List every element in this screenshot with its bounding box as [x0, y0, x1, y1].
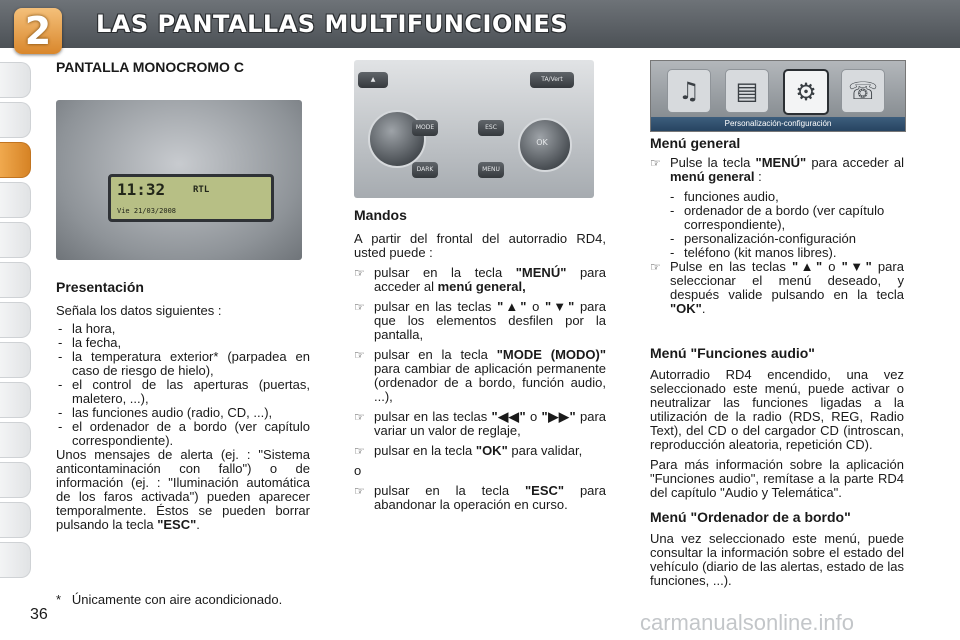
menu-key-label: "MENÚ"	[515, 265, 567, 280]
list-item: ☞ pulsar en la tecla "ESC" para abandonar la operación en curso.	[354, 483, 606, 512]
chapter-title: LAS PANTALLAS MULTIFUNCIONES	[96, 10, 569, 38]
menu-screen-photo	[650, 60, 906, 132]
list-item: - el control de las aperturas (puertas, maletero, ...),	[56, 378, 310, 406]
pointing-hand-icon: ☞	[650, 156, 661, 170]
chapter-tab[interactable]	[0, 542, 31, 578]
column-mandos	[354, 60, 606, 512]
eject-icon: ▲	[358, 72, 388, 88]
list-item: ☞ Pulse la tecla "MENÚ" para acceder al menú general :	[650, 155, 904, 184]
up-key-label: "▲"	[791, 259, 823, 274]
chapter-tab[interactable]	[0, 62, 31, 98]
esc-button: ESC	[478, 120, 504, 136]
menu-strip-label: Personalización-configuración	[651, 117, 905, 131]
menu-general-sublist	[668, 190, 904, 260]
dark-button: DARK	[412, 162, 438, 178]
chapter-tab[interactable]	[0, 222, 31, 258]
phone-icon: ☏	[841, 69, 885, 113]
display-station: RTL	[193, 185, 210, 195]
pointing-hand-icon: ☞	[354, 266, 365, 280]
ordenador-menu-paragraph: Una vez seleccionado este menú, puede consultar la información sobre el estado del vehículo (diario de las alertas, estado de las funciones, ...).	[650, 531, 904, 588]
rewind-key-label: "◀◀"	[491, 409, 526, 424]
list-item: ☞ Pulse en las teclas "▲" o "▼" para seleccionar el menú deseado, y después valide pulsando en la tecla "OK".	[650, 259, 904, 316]
esc-key-label: "ESC"	[525, 483, 565, 498]
presentacion-intro: Señala los datos siguientes :	[56, 303, 222, 318]
column-menus	[650, 60, 904, 588]
list-item: ☞ pulsar en la tecla "MENÚ" para acceder al menú general,	[354, 265, 606, 294]
pointing-hand-icon: ☞	[354, 348, 365, 362]
column-monocromo	[56, 60, 310, 532]
audio-functions-icon: ♫	[667, 69, 711, 113]
monochrome-display	[108, 174, 274, 222]
pointing-hand-icon: ☞	[354, 410, 365, 424]
radio-front-photo	[354, 60, 594, 198]
audio-menu-reference: Para más información sobre la aplicación "Funciones audio", remítase a la parte RD4 del capítulo "Audio y Telemática".	[650, 457, 904, 500]
chapter-tab[interactable]	[0, 422, 31, 458]
chapter-number-badge: 2	[14, 8, 62, 54]
footnote	[56, 592, 282, 607]
list-item: ☞ pulsar en la tecla "OK" para validar,	[354, 443, 583, 458]
list-item: - el ordenador de a bordo (ver capítulo correspondiente).	[56, 420, 310, 448]
mode-button: MODE	[412, 120, 438, 136]
menu-general-list-2	[650, 260, 904, 316]
footnote-star: *	[56, 592, 62, 607]
chapter-tab[interactable]	[0, 102, 31, 138]
page-header	[0, 0, 960, 48]
pointing-hand-icon: ☞	[354, 444, 365, 458]
footnote-text: Únicamente con aire acondicionado.	[71, 592, 283, 607]
list-item: ☞ pulsar en las teclas "◀◀" o "▶▶" para variar un valor de reglaje,	[354, 409, 607, 438]
mandos-list	[354, 266, 606, 458]
esc-key-label: "ESC"	[157, 517, 197, 532]
list-item: ☞ pulsar en las teclas "▲" o "▼" para que los elementos desfilen por la pantalla,	[354, 299, 606, 342]
chapter-tab[interactable]	[0, 262, 31, 298]
or-text: o	[354, 463, 362, 478]
list-item: - las funciones audio (radio, CD, ...),	[56, 406, 310, 420]
mandos-list-esc	[354, 484, 606, 512]
volume-knob-icon	[368, 110, 426, 168]
chapter-tab[interactable]	[0, 382, 31, 418]
audio-menu-heading: Menú "Funciones audio"	[650, 345, 815, 361]
pointing-hand-icon: ☞	[354, 300, 365, 314]
display-date: Vie 21/03/2008	[117, 207, 177, 215]
watermark: carmanualsonline.info	[640, 610, 855, 635]
presentacion-heading: Presentación	[56, 279, 144, 295]
settings-icon: ⚙	[783, 69, 829, 115]
chapter-tabs	[0, 62, 40, 582]
list-item: - la fecha,	[56, 336, 310, 350]
up-key-label: "▲"	[497, 299, 527, 314]
down-key-label: "▼"	[841, 259, 872, 274]
chapter-tab[interactable]	[0, 182, 31, 218]
down-key-label: "▼"	[544, 299, 575, 314]
ok-button: OK	[536, 138, 548, 147]
ordenador-menu-heading: Menú "Ordenador de a bordo"	[650, 509, 851, 525]
chapter-tab[interactable]	[0, 342, 31, 378]
list-item: - la temperatura exterior* (parpadea en caso de riesgo de hielo),	[56, 350, 310, 378]
mandos-heading: Mandos	[354, 207, 407, 223]
menu-general-list	[650, 156, 904, 184]
list-item: - personalización-configuración	[668, 232, 904, 246]
alerts-text: Unos mensajes de alerta (ej. : "Sistema anticontaminación con fallo") o de información (ej. : "Iluminación automática de los faros activada") pueden aparecer temporalmente. Éstos se pueden borrar pulsando la tecla	[56, 447, 310, 532]
pointing-hand-icon: ☞	[354, 484, 365, 498]
menu-button: MENU	[478, 162, 504, 178]
menu-key-label: "MENÚ"	[755, 155, 807, 170]
alerts-paragraph	[56, 448, 310, 532]
page-number: 36	[30, 606, 48, 623]
menu-general-heading: Menú general	[650, 135, 741, 151]
list-item: - teléfono (kit manos libres).	[668, 246, 904, 260]
chapter-tab-active[interactable]	[0, 142, 31, 178]
trip-computer-icon: ▤	[725, 69, 769, 113]
display-time: 11:32	[117, 180, 166, 199]
ok-key-label: "OK"	[475, 443, 508, 458]
list-item: - la hora,	[56, 322, 310, 336]
display-photo	[56, 100, 302, 260]
list-item: - funciones audio,	[668, 190, 904, 204]
pointing-hand-icon: ☞	[650, 260, 661, 274]
chapter-tab[interactable]	[0, 502, 31, 538]
mandos-intro: A partir del frontal del autorradio RD4, usted puede :	[354, 231, 606, 260]
list-item: ☞ pulsar en la tecla "MODE (MODO)" para cambiar de aplicación permanente (ordenador de a bordo, función audio, ...),	[354, 347, 606, 404]
ta-button: TA/Vert	[530, 72, 574, 88]
forward-key-label: "▶▶"	[541, 409, 576, 424]
mode-key-label: "MODE (MODO)"	[496, 347, 606, 362]
chapter-tab[interactable]	[0, 302, 31, 338]
list-item: - ordenador de a bordo (ver capítulo correspondiente),	[668, 204, 904, 232]
section-title: PANTALLA MONOCROMO C	[56, 59, 244, 75]
chapter-tab[interactable]	[0, 462, 31, 498]
ok-key-label: "OK"	[670, 301, 702, 316]
audio-menu-paragraph: Autorradio RD4 encendido, una vez seleccionado este menú, puede activar o neutralizar las funciones ligadas a la utilización de la radio (RDS, REG, Radio Text), del CD o del cargador CD (introscan, reproducción aleatoria, repetición CD).	[650, 367, 904, 452]
alerts-end: .	[196, 517, 200, 532]
presentacion-list	[56, 322, 310, 448]
